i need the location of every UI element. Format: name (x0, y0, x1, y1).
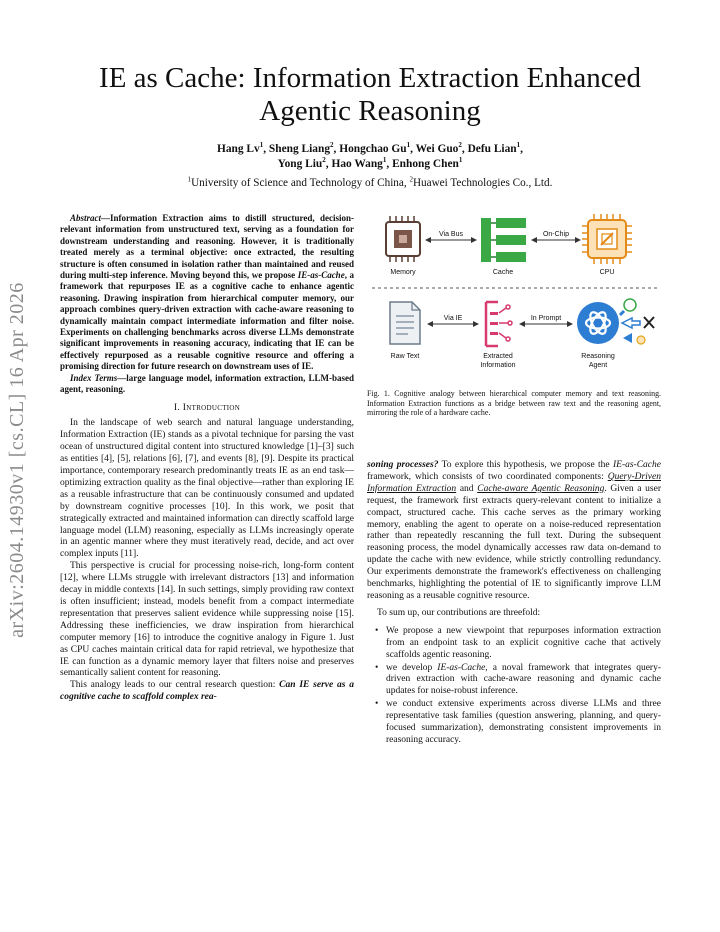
component-query-driven-ie: Query-Driven Information Extraction (367, 471, 661, 494)
right-p1-framework: IE-as-Cache (612, 460, 661, 470)
document-icon (390, 302, 420, 344)
author-affiliation-marker: 2 (458, 141, 462, 150)
contribution-2-text-a: we develop (386, 662, 438, 673)
title-line-1: IE as Cache: Information Extraction Enhanced (99, 62, 641, 94)
section-numeral: I. (173, 401, 183, 413)
abstract-label: Abstract (70, 213, 102, 223)
affiliations (80, 176, 660, 190)
author-name: Yong Liu (277, 157, 323, 170)
label-cache: Cache (492, 269, 514, 276)
abstract-text-2: , a framework that repurposes IE as a cognitive cache to enhance agentic reasoning. Drawing inspiration from hierarchical computer memory, our approach combines query-driven extraction with cache-aware reasoning to dynamically maintain compact intermediate information and filter noise. Experiments on challenging benchmarks across diverse LLMs demonstrate significant improvements in reasoning accuracy, indicating that IE can be effectively repurposed as a reusable cognitive resource and offering a promising direction for future research on downstream uses of IE. (60, 270, 354, 372)
reasoning-agent-icon (577, 302, 619, 344)
affiliation-1-marker: 1 (187, 175, 192, 184)
index-terms-text: —large language model, information extraction, LLM-based agent, reasoning. (60, 372, 354, 395)
intro-paragraph-3 (60, 680, 354, 704)
label-via-ie: Via IE (443, 315, 463, 322)
label-via-bus: Via Bus (439, 231, 463, 238)
author-affiliation-marker: 1 (259, 141, 264, 150)
research-question-part-2: soning processes? (367, 460, 439, 470)
right-p1-and: and (456, 483, 478, 494)
author-line-2: Yong Liu$^2$, Hao Wang$^1$, Enhong Chen$^1$ (277, 155, 463, 170)
figure-1 (368, 212, 662, 384)
author-name: Sheng Liang (268, 143, 331, 155)
intro-paragraph-2: This perspective is crucial for processing noise-rich, long-form content [12], where LLMs struggle with irrelevant distractors [13] and information decay in middle contexts [14]. In such settings, simply providing raw context is often insufficient; instead, models benefit from a compact intermediate representation that preserves salient evidence while suppressing noise [15]. Addressing these inefficiencies, we draw inspiration from hierarchical computer memory [16] to introduce the cognitive analogy in Figure 1. Just as CPU caches maintain critical data for rapid retrieval, we hypothesize that IE can function as a dynamic memory layer that filters noise and preserves semantically salient content for reasoning. (60, 561, 354, 679)
affiliation-1: University of Science and Technology of China, (191, 177, 410, 189)
abstract (60, 213, 354, 373)
left-column (60, 213, 354, 704)
author-affiliation-marker: 1 (406, 141, 411, 150)
label-information: Information (480, 362, 516, 369)
research-question-part-1: Can IE serve as a cognitive cache to scaffold complex rea- (60, 680, 354, 703)
cache-icon (481, 218, 526, 262)
title-line-2: Agentic Reasoning (259, 95, 481, 127)
arrow-icon (622, 318, 640, 328)
contribution-3-text: we conduct extensive experiments across diverse LLMs and three representative task families (question answering, planning, and query-focused summarization), demonstrating consistent improvements in reasoning accuracy. (386, 699, 661, 745)
author-name: Hongchao Gu (339, 143, 407, 155)
author-name: Defu Lian (467, 143, 517, 155)
author-line-1: Hang Lv$^1$, Sheng Liang$^2$, Hongchao Gu$^1$, Wei Guo$^2$, Defu Lian$^1$, (216, 141, 523, 155)
label-agent: Agent (588, 362, 608, 369)
author-name: Wei Guo (415, 143, 459, 155)
right-p1-text-c: . Given a user request, the framework first extracts query-relevant content to initialize a compact, structured cache. This cache serves as the primary working memory, enabling the agent to operate on a noise-reduced representation rather than repeatedly rescanning the full text. During the subsequent reasoning process, the model dynamically accesses raw data on-demand to update the cache with new evidence, while strictly controlling redundancy. Our experiments demonstrate the framework's effectiveness on challenging benchmarks, highlighting the potential of IE to significantly improve LLM reasoning as a reusable cognitive resource. (367, 483, 662, 601)
contribution-item (367, 663, 661, 699)
index-terms-label: Index Terms (70, 372, 118, 383)
contribution-2-framework: IE-as-Cache (437, 662, 486, 673)
right-p1-text-b: framework, which consists of two coordinated components: (367, 471, 608, 482)
author-name: Hao Wang (331, 157, 383, 170)
affiliation-2-marker: 2 (409, 175, 413, 184)
arxiv-id-text: arXiv:2604.14930v1 [cs.CL] 16 Apr 2026 (6, 282, 28, 638)
index-terms (60, 373, 354, 396)
intro-p3-text: This analogy leads to our central research question: (70, 680, 280, 691)
label-in-prompt: In Prompt (530, 315, 562, 322)
extracted-information-icon (486, 302, 512, 346)
component-cache-aware-reasoning: Cache-aware Agentic Reasoning (477, 483, 605, 494)
search-icon (624, 299, 636, 311)
paper-title (80, 62, 660, 128)
section-title: Introduction (182, 401, 241, 413)
intro-paragraph-1: In the landscape of web search and natural language understanding, Information Extraction (IE) stands as a pivotal technique for parsing the vast ocean of unstructured digital content into structured knowledge [1]–[3] such as entities [4], [5], relations [6], [7], and events [8], [9]. Despite its practical importance, contemporary research predominantly treats IE as an end task—optimizing extraction quality as the final objective—rather than exploring IE as a reusable infrastructure that can be continuously consumed and updated by downstream cognitive processes [10]. In this work, we posit that strategically extracted and maintained information can directly scaffold large language model (LLM) reasoning, especially as LLMs increasingly operate in an agentic manner where they must iteratively read, decide, and act over complex inputs [11]. (60, 418, 354, 560)
label-extracted: Extracted (483, 353, 513, 360)
label-memory: Memory (390, 269, 416, 276)
label-on-chip: On-Chip (542, 231, 570, 238)
memory-chip-icon (386, 216, 420, 262)
contributions-list (367, 626, 661, 747)
tool-icons (620, 299, 654, 344)
contributions-intro: To sum up, our contributions are threefold: (377, 607, 541, 618)
contribution-item (367, 626, 661, 662)
right-p1-text-a: To explore this hypothesis, we propose the (438, 460, 613, 470)
author-affiliation-marker: 2 (322, 155, 326, 164)
affiliation-2: Huawei Technologies Co., Ltd. (412, 177, 553, 189)
label-reasoning: Reasoning (581, 353, 615, 360)
author-affiliation-marker: 2 (330, 141, 334, 150)
figure-1-caption: Fig. 1. Cognitive analogy between hierarchical computer memory and text reasoning. Information Extraction functions as a bridge between raw text and the reasoning agent, mirroring the role of a hardware cache. (367, 389, 661, 418)
author-list (80, 142, 660, 171)
author-name: Enhong Chen (392, 157, 459, 170)
contribution-1-text: We propose a new viewpoint that repurposes information extraction from an endpoint task to an explicit cognitive cache that actively scaffolds agentic reasoning. (386, 625, 661, 660)
author-affiliation-marker: 1 (458, 155, 463, 164)
section-heading-introduction (60, 402, 354, 414)
cpu-icon (582, 214, 632, 264)
contribution-item (367, 699, 661, 747)
right-column (367, 460, 661, 748)
author-name: Hang Lv (216, 143, 260, 155)
megaphone-icon (623, 333, 632, 343)
arxiv-identifier (6, 282, 36, 638)
abstract-framework-name: IE-as-Cache (297, 270, 345, 281)
lightbulb-icon (637, 336, 645, 344)
label-cpu: CPU (599, 269, 615, 276)
right-paragraph-1 (367, 460, 661, 603)
figure-1-diagram (368, 212, 662, 384)
contribution-2-text-b: , a noval framework that integrates query-driven extraction with cache-aware reasoning and dynamic cache updates for noise-robust inference. (386, 662, 661, 697)
tools-icon (644, 317, 654, 328)
label-raw-text: Raw Text (390, 353, 420, 360)
abstract-text-1: —Information Extraction aims to distill structured, decision-relevant information from unstructured text, serving as a foundation for downstream understanding and reasoning. However, it is traditionally treated merely as a terminal objective: once extracted, the resulting structure is often consumed in isolation rather than maintained and reused during multi-step inference. Moving beyond this, we propose (60, 213, 354, 281)
author-affiliation-marker: 1 (516, 141, 521, 150)
author-affiliation-marker: 1 (382, 155, 387, 164)
